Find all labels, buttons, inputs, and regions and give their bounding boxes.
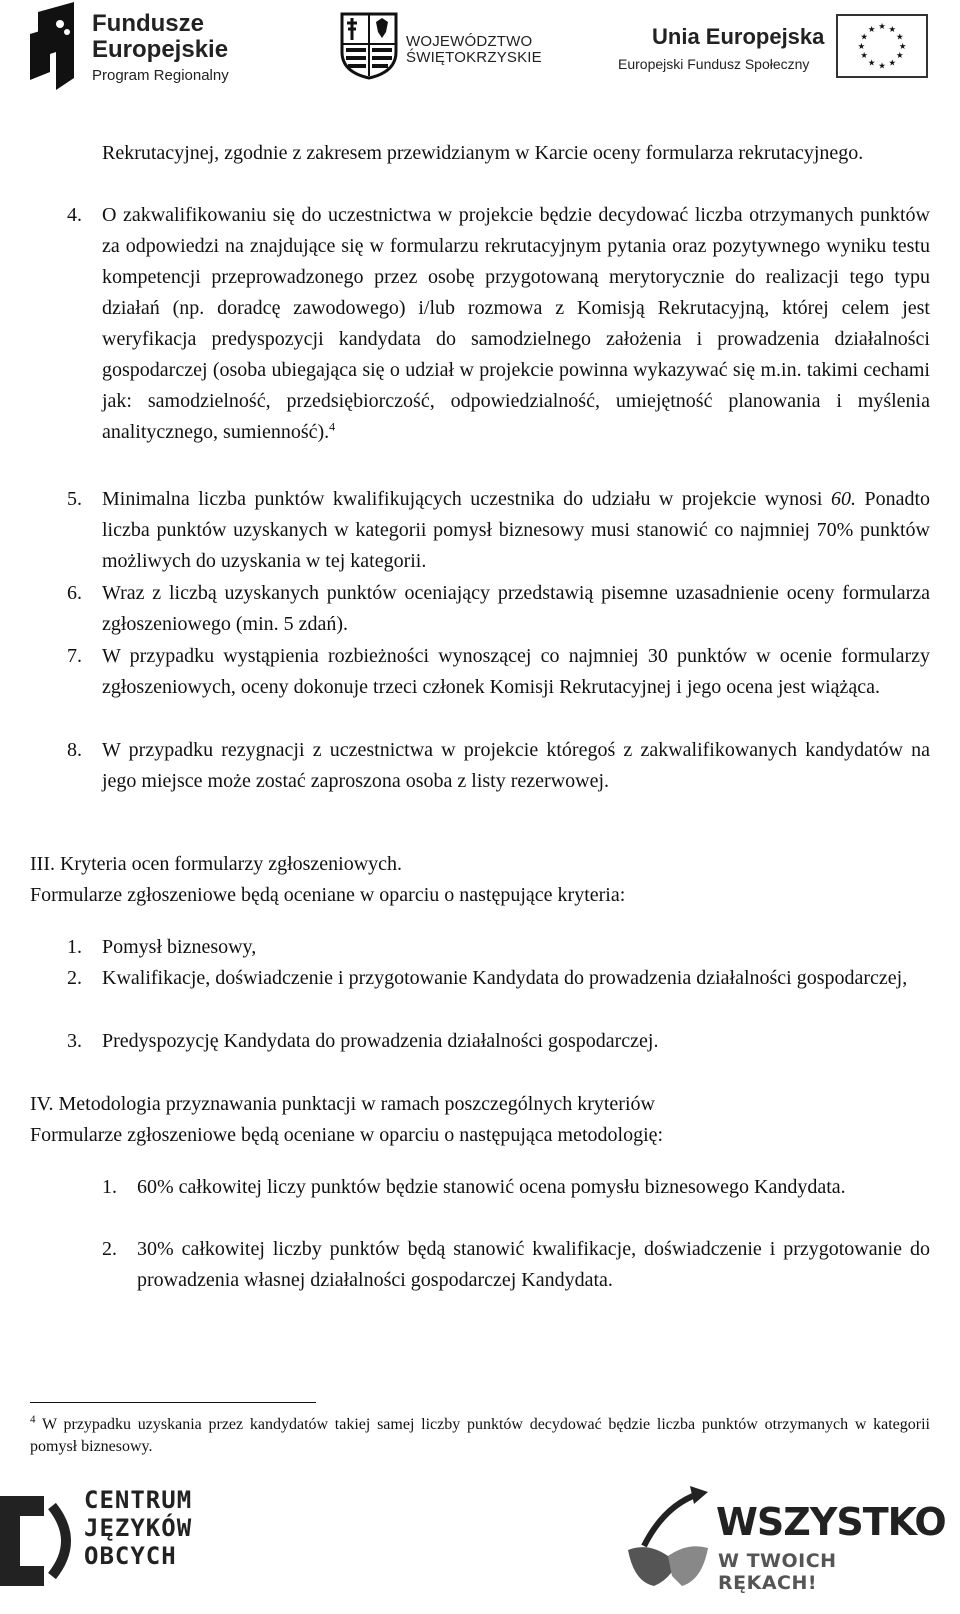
- centrum-jezykow-obcych-logo: [0, 1478, 193, 1608]
- fe-title-line2: Europejskie: [92, 36, 229, 63]
- footnote-separator: [30, 1402, 316, 1403]
- list-item-7: W przypadku wystąpienia rozbieżności wynoszącej co najmniej 30 punktów w ocenie formularzy zgłoszeniowych, oceny dokonuje trzeci członek Komisji Rekrutacyjnej i jego ocena jest wiążąca.: [102, 645, 930, 698]
- wwtr-line1: WSZYSTKO: [716, 1500, 946, 1544]
- criteria-item: Predyspozycję Kandydata do prowadzenia działalności gospodarczej.: [102, 1030, 659, 1052]
- list-item-text: Ponadto liczba punktów uzyskanych w kategorii pomysł biznesowy musi stanowić co najmniej 70% punktów możliwych do uzyskania w tej kategorii.: [102, 488, 930, 572]
- coat-of-arms-icon: [340, 12, 398, 80]
- ws-line1: WOJEWÓDZTWO: [406, 33, 533, 50]
- svg-text:★: ★: [896, 50, 904, 61]
- svg-text:★: ★: [898, 40, 907, 51]
- list-item-number: 5.: [67, 488, 82, 510]
- list-item-number: 1.: [102, 1176, 117, 1198]
- criteria-item: Kwalifikacje, doświadczenie i przygotowanie Kandydata do prowadzenia działalności gospodarczej,: [102, 967, 908, 989]
- svg-text:★: ★: [857, 40, 866, 51]
- ws-line2: ŚWIĘTOKRZYSKIE: [406, 48, 542, 66]
- svg-text:★: ★: [878, 21, 886, 32]
- svg-text:★: ★: [867, 23, 876, 34]
- ue-subtitle: Europejski Fundusz Społeczny: [618, 56, 810, 72]
- svg-text:★: ★: [896, 31, 904, 42]
- list-item-number: 7.: [67, 645, 82, 667]
- minimum-points-value: 60.: [830, 488, 856, 510]
- footnote-text: W przypadku uzyskania przez kandydatów takiej samej liczby punktów decydować będzie liczba punktów otrzymanych w kategorii pomysł biznesowy.: [30, 1416, 930, 1455]
- list-item-4: [102, 200, 930, 448]
- criteria-item: Pomysł biznesowy,: [102, 936, 257, 958]
- svg-text:★: ★: [867, 57, 876, 68]
- fe-title-line1: Fundusze: [92, 10, 204, 37]
- svg-text:★: ★: [860, 31, 868, 42]
- section-4-heading: IV. Metodologia przyznawania punktacji w ramach poszczególnych kryteriów: [30, 1093, 655, 1115]
- fundusze-europejskie-mark-icon: [30, 2, 76, 90]
- unia-europejska-logo: [618, 14, 938, 84]
- svg-text:★: ★: [860, 50, 868, 61]
- wojewodztwo-swietokrzyskie-logo: [340, 12, 540, 82]
- fundusze-europejskie-logo: [30, 2, 250, 90]
- list-item-text: O zakwalifikowaniu się do uczestnictwa w projekcie będzie decydować liczba otrzymanych punktów za odpowiedzi na znajdujące się w formularzu rekrutacyjnym pytania oraz pozytywnego wyniku testu kompetencji przeprowadzonego przez osobę przygotowaną merytorycznie do realizacji tego typu działań (np. doradcę zawodowego) i/lub rozmowa z Komisją Rekrutacyjną, której celem jest weryfikacja predyspozycji kandydata do samodzielnego założenia i prowadzenia działalności gospodarczej (osoba ubiegająca się o udział w projekcie powinna wykazywać się m.in. takimi cechami jak: samodzielność, przedsiębiorczość, odpowiedzialność, umiejętność planowania i myślenia analitycznego, sumienność).: [102, 204, 930, 443]
- list-item-8: W przypadku rezygnacji z uczestnictwa w projekcie któregoś z zakwalifikowanych kandydatów na jego miejsce może zostać zaproszona osoba z listy rezerwowej.: [102, 739, 930, 792]
- footnote: [30, 1414, 930, 1458]
- cjo-mark-icon: [0, 1486, 80, 1596]
- footnote-reference: 4: [329, 419, 336, 434]
- section-4-intro: Formularze zgłoszeniowe będą oceniane w oparciu o następująca metodologię:: [30, 1124, 664, 1146]
- hands-arrow-icon: [624, 1486, 714, 1590]
- list-item-number: 6.: [67, 582, 82, 604]
- cjo-line2: JĘZYKÓW: [84, 1514, 193, 1542]
- fe-subtitle: Program Regionalny: [92, 67, 229, 84]
- list-item-text: Minimalna liczba punktów kwalifikujących uczestnika do udziału w projekcie wynosi: [102, 488, 831, 510]
- list-item-number: 3.: [67, 1030, 82, 1052]
- methodology-item: 60% całkowitej liczy punktów będzie stanowić ocena pomysłu biznesowego Kandydata.: [137, 1176, 846, 1198]
- list-item-6: Wraz z liczbą uzyskanych punktów oceniający przedstawią pisemne uzasadnienie oceny formularza zgłoszeniowego (min. 5 zdań).: [102, 582, 930, 635]
- list-item-number: 4.: [67, 204, 82, 226]
- list-item-5: [102, 484, 930, 577]
- ue-title: Unia Europejska: [652, 24, 825, 49]
- page-header: [0, 0, 960, 100]
- wszystko-w-twoich-rekach-logo: [624, 1480, 946, 1605]
- wwtr-line2: W TWOICH RĘKACH!: [718, 1550, 837, 1594]
- section-3-intro: Formularze zgłoszeniowe będą oceniane w oparciu o następujące kryteria:: [30, 884, 626, 906]
- svg-text:★: ★: [888, 57, 897, 68]
- section-3-heading: III. Kryteria ocen formularzy zgłoszeniowych.: [30, 853, 403, 875]
- continued-paragraph: Rekrutacyjnej, zgodnie z zakresem przewidzianym w Karcie oceny formularza rekrutacyjnego.: [102, 142, 864, 164]
- cjo-line3: OBCYCH: [84, 1542, 177, 1570]
- footnote-number: 4: [30, 1413, 36, 1426]
- eu-flag-icon: [836, 14, 928, 78]
- svg-text:★: ★: [888, 23, 897, 34]
- svg-text:★: ★: [878, 60, 886, 71]
- cjo-line1: CENTRUM: [84, 1486, 193, 1514]
- list-item-number: 8.: [67, 739, 82, 761]
- list-item-number: 2.: [67, 967, 82, 989]
- methodology-item: 30% całkowitej liczby punktów będą stanowić kwalifikacje, doświadczenie i przygotowanie do prowadzenia własnej działalności gospodarczej Kandydata.: [137, 1238, 930, 1291]
- list-item-number: 1.: [67, 936, 82, 958]
- list-item-number: 2.: [102, 1238, 117, 1260]
